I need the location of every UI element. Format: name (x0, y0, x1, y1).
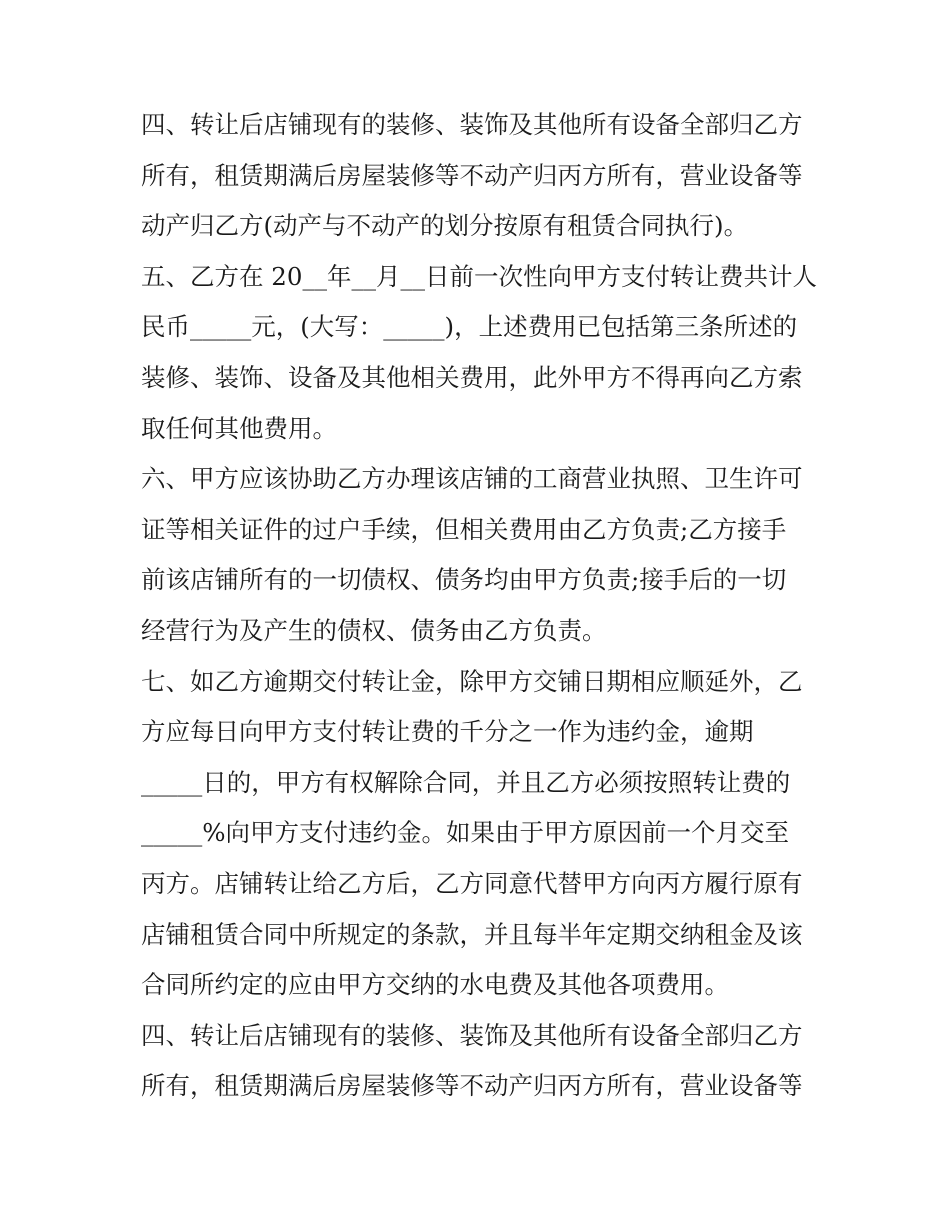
text-line: 动产归乙方(动产与不动产的划分按原有租赁合同执行)。 (141, 211, 749, 241)
text-line: 所有，租赁期满后房屋装修等不动产归丙方所有，营业设备等 (141, 1071, 803, 1101)
text-line: 六、甲方应该协助乙方办理该店铺的工商营业执照、卫生许可 (141, 464, 803, 494)
text-line: 七、如乙方逾期交付转让金，除甲方交铺日期相应顺延外，乙 (141, 666, 803, 696)
text-line: 证等相关证件的过户手续，但相关费用由乙方负责;乙方接手 (141, 514, 787, 544)
text-line: _____日的，甲方有权解除合同，并且乙方必须按照转让费的 (141, 767, 791, 797)
text-line: 五、乙方在 20__年__月__日前一次性向甲方支付转让费共计人 (141, 261, 817, 291)
text-line: 取任何其他费用。 (141, 413, 337, 443)
text-line: 民币_____元，(大写：_____)，上述费用已包括第三条所述的 (141, 312, 798, 342)
text-line: 合同所约定的应由甲方交纳的水电费及其他各项费用。 (141, 970, 729, 1000)
text-line: 四、转让后店铺现有的装修、装饰及其他所有设备全部归乙方 (141, 110, 803, 139)
text-line: 经营行为及产生的债权、债务由乙方负责。 (141, 615, 607, 645)
text-line: 所有，租赁期满后房屋装修等不动产归丙方所有，营业设备等 (141, 160, 803, 190)
text-line: _____%向甲方支付违约金。如果由于甲方原因前一个月交至 (141, 818, 790, 848)
text-line: 四、转让后店铺现有的装修、装饰及其他所有设备全部归乙方 (141, 1020, 803, 1050)
text-line: 店铺租赁合同中所规定的条款，并且每半年定期交纳租金及该 (141, 919, 803, 949)
contract-text (141, 100, 821, 1112)
text-line: 装修、装饰、设备及其他相关费用，此外甲方不得再向乙方索 (141, 362, 803, 392)
text-line: 前该店铺所有的一切债权、债务均由甲方负责;接手后的一切 (141, 565, 787, 595)
text-line: 丙方。店铺转让给乙方后，乙方同意代替甲方向丙方履行原有 (141, 868, 803, 898)
text-line: 方应每日向甲方支付转让费的千分之一作为违约金，逾期 (141, 717, 754, 747)
